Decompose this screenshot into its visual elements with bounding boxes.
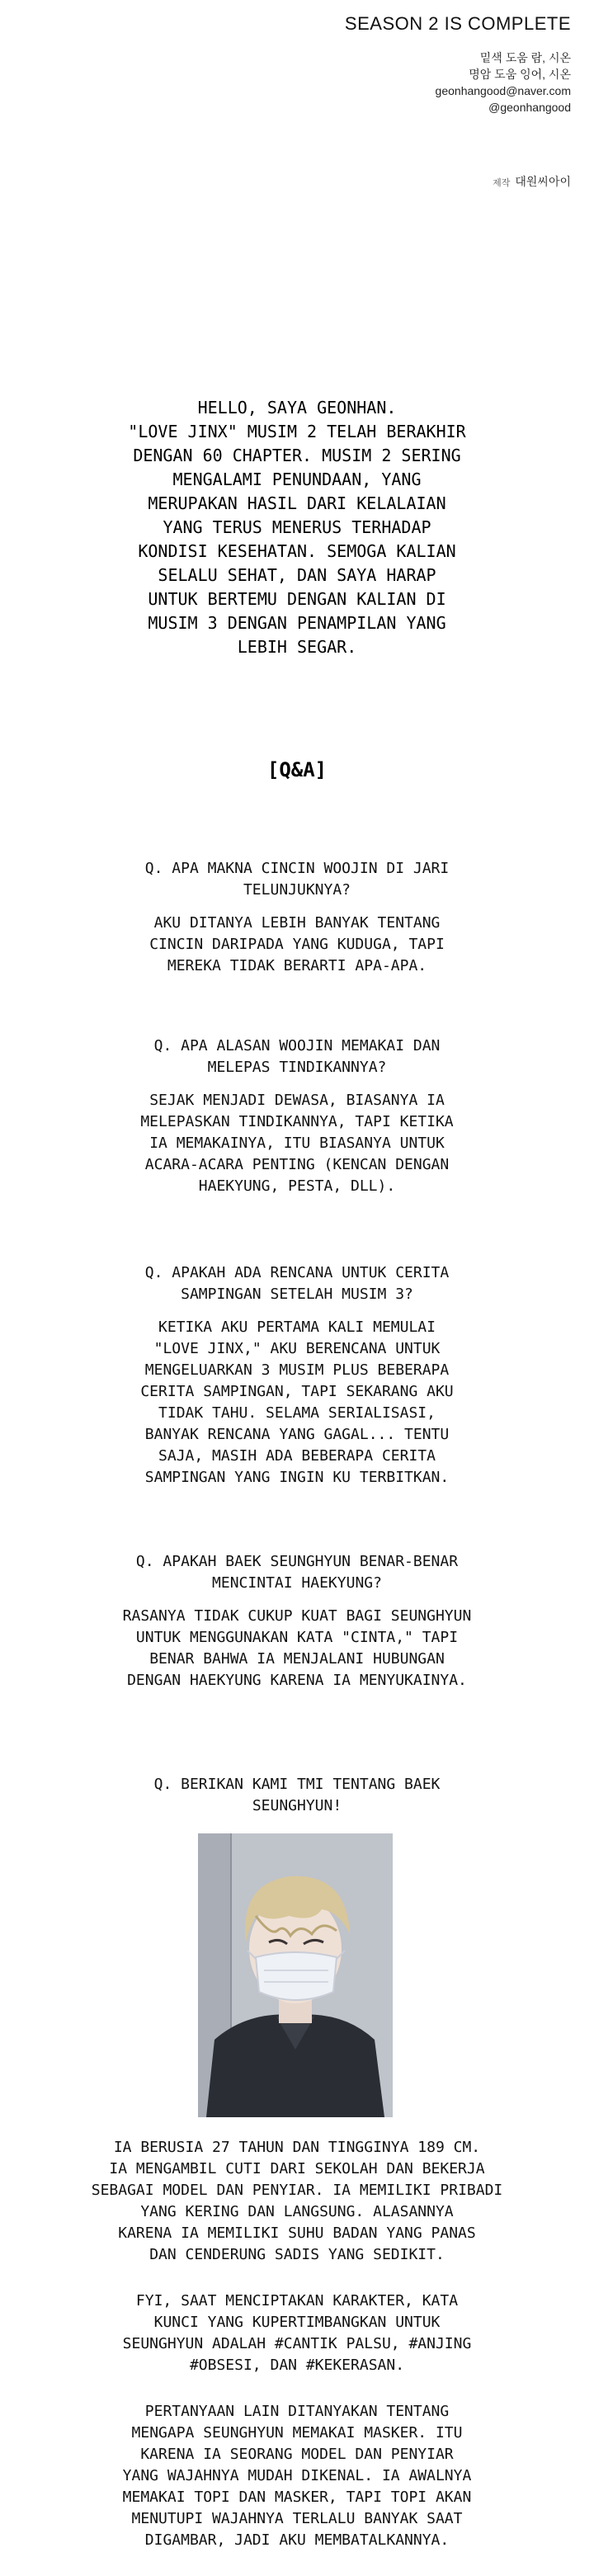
producer-label: 제작 (493, 178, 511, 188)
credits-block (345, 13, 571, 116)
tmi-paragraph-mask: PERTANYAAN LAIN DITANYAKAN TENTANG MENGAPA SEUNGHYUN MEMAKAI MASKER. ITU KARENA IA SEORANG MODEL DAN PENYIAR YANG WAJAHNYA MUDAH DIKENAL. IA AWALNYA MEMAKAI TOPI DAN MASKER, TAPI TOPI AKAN MENUTUPI WAJAHNYA TERLALU BANYAK SAAT DIGAMBAR, JADI AKU MEMBATALKANNYA. (122, 2403, 472, 2549)
question-text: Q. BERIKAN KAMI TMI TENTANG BAEK SEUNGHYUN! (153, 1776, 441, 1814)
credit-social-handle: @geonhangood (488, 101, 571, 114)
qa-item-tmi (50, 1774, 544, 1828)
tmi-paragraph-profile: IA BERUSIA 27 TAHUN DAN TINGGINYA 189 CM. IA MENGAMBIL CUTI DARI SEKOLAH DAN BEKERJA SEBAGAI MODEL DAN PENYIAR. IA MEMILIKI PRIBADI YANG KERING DAN LANGSUNG. ALASANNYA KARENA IA MEMILIKI SUHU BADAN YANG PANAS DAN CENDERUNG SADIS YANG SEDIKIT. (91, 2139, 503, 2263)
intro-line: UNTUK BERTEMU DENGAN KALIAN DI (148, 589, 446, 609)
intro-line: MUSIM 3 DENGAN PENAMPILAN YANG (148, 613, 446, 633)
author-intro-message (0, 396, 594, 659)
qa-item-side-story (50, 1262, 544, 1489)
credit-line-color: 밑색 도움 람, 시온 (479, 51, 571, 64)
character-drawing (198, 1833, 393, 2117)
intro-line: "LOVE JINX" MUSIM 2 TELAH BERAKHIR (128, 422, 466, 441)
answer-text: AKU DITANYA LEBIH BANYAK TENTANG CINCIN DARIPADA YANG KUDUGA, TAPI MEREKA TIDAK BERARTI APA-APA. (149, 914, 445, 974)
qa-item-seunghyun-love (50, 1551, 544, 1691)
answer-text: KETIKA AKU PERTAMA KALI MEMULAI "LOVE JINX," AKU BERENCANA UNTUK MENGELUARKAN 3 MUSIM PLUS BEBERAPA CERITA SAMPINGAN, TAPI SEKARANG AKU TIDAK TAHU. SELAMA SERIALISASI, BANYAK RENCANA YANG GAGAL... TENTU SAJA, MASIH ADA BEBERAPA CERITA SAMPINGAN YANG INGIN KU TERBITKAN. (140, 1319, 454, 1486)
question-text: Q. APA ALASAN WOOJIN MEMAKAI DAN MELEPAS TINDIKANNYA? (153, 1037, 441, 1076)
seunghyun-illustration (198, 1833, 393, 2117)
producer-name: 대원씨아이 (515, 175, 571, 188)
intro-line: SELALU SEHAT, DAN SAYA HARAP (158, 565, 436, 585)
answer-text: RASANYA TIDAK CUKUP KUAT BAGI SEUNGHYUN UNTUK MENGGUNAKAN KATA "CINTA," TAPI BENAR BAHWA IA MENJALANI HUBUNGAN DENGAN HAEKYUNG KARENA IA MENYUKAINYA. (122, 1607, 472, 1689)
tmi-answer (50, 2137, 544, 2576)
intro-line: MERUPAKAN HASIL DARI KELALAIAN (148, 493, 446, 513)
intro-line: LEBIH SEGAR. (237, 637, 357, 657)
intro-line: HELLO, SAYA GEONHAN. (197, 398, 397, 418)
question-text: Q. APA MAKNA CINCIN WOOJIN DI JARI TELUNJUKNYA? (144, 860, 450, 899)
credit-email: geonhangood@naver.com (435, 84, 571, 97)
intro-line: DENGAN 60 CHAPTER. MUSIM 2 SERING (133, 446, 461, 465)
qa-item-piercing (50, 1036, 544, 1197)
qa-section-title: [Q&A] (266, 758, 328, 781)
intro-line: YANG TERUS MENERUS TERHADAP (163, 517, 431, 537)
tmi-paragraph-keywords: FYI, SAAT MENCIPTAKAN KARAKTER, KATA KUNCI YANG KUPERTIMBANGKAN UNTUK SEUNGHYUN ADALAH #CANTIK PALSU, #ANJING #OBSESI, DAN #KEKERASAN. (122, 2292, 472, 2374)
question-text: Q. APAKAH BAEK SEUNGHYUN BENAR-BENAR MENCINTAI HAEKYUNG? (135, 1553, 459, 1592)
qa-item-ring (50, 858, 544, 977)
intro-line: KONDISI KESEHATAN. SEMOGA KALIAN (138, 541, 456, 561)
season-complete-heading: SEASON 2 IS COMPLETE (344, 13, 571, 34)
question-text: Q. APAKAH ADA RENCANA UNTUK CERITA SAMPINGAN SETELAH MUSIM 3? (144, 1264, 450, 1303)
answer-text: SEJAK MENJADI DEWASA, BIASANYA IA MELEPASKAN TINDIKANNYA, TAPI KETIKA IA MEMAKAINYA, ITU BIASANYA UNTUK ACARA-ACARA PENTING (KENCAN DENGAN HAEKYUNG, PESTA, DLL). (140, 1092, 454, 1195)
intro-line: MENGALAMI PENUNDAAN, YANG (172, 469, 422, 489)
producer-credit (493, 173, 571, 190)
credit-line-shading: 명암 도움 잉어, 시온 (469, 68, 571, 81)
